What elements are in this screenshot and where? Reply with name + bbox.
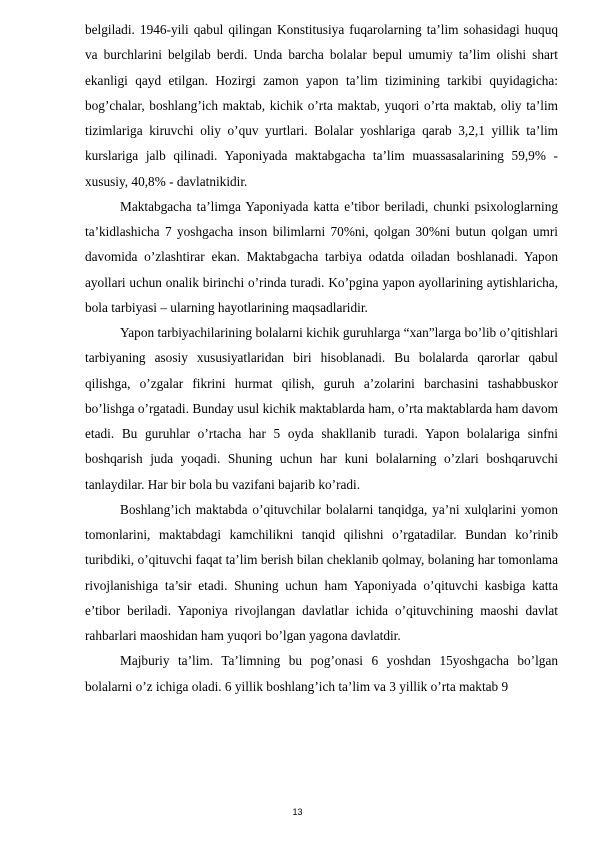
paragraph-han-groups: Yapon tarbiyachilarining bolalarni kichik guruhlarga “xan”larga bo’lib o’qitishlari tarbiyaning asosiy xususiyatlaridan biri hisoblanadi. Bu bolalarda qarorlar qabul qilishga, o’zgalar fikrini hurmat qilish, guruh a’zolarini barchasini tashabbuskor bo’lishga o’rgatadi. Bunday usul kichik maktablarda ham, o’rta maktablarda ham davom etadi. Bu guruhlar o’rtacha har 5 oyda shakllanib turadi. Yapon bolalariga sinfni boshqarish juda yoqadi. Shuning uchun har kuni bolalarning o’zlari boshqaruvchi tanlaydilar. Har bir bola bu vazifani bajarib ko’radi.: [85, 325, 558, 492]
paragraph-primary-school: Boshlang’ich maktabda o’qituvchilar bolalarni tanqidga, ya’ni xulqlarini yomon tomonlarini, maktabdagi kamchilikni tanqid qilishni o’rgatadilar. Bundan ko’rinib turibdiki, o’qituvchi faqat ta’lim berish bilan cheklanib qolmay, bolaning har tomonlama rivojlanishiga ta’sir etadi. Shuning uchun ham Yaponiyada o’qituvchi kasbiga katta e’tibor beriladi. Yaponiya rivojlangan davlatlar ichida o’qituvchining maoshi davlat rahbarlari maoshidan ham yuqori bo’lgan yagona davlatdir.: [85, 501, 558, 643]
page-number: 13: [292, 807, 303, 817]
paragraph-preschool: Maktabgacha ta’limga Yaponiyada katta e’tibor beriladi, chunki psixologlarning ta’kidlashicha 7 yoshgacha inson bilimlarni 70%ni, qolgan 30%ni butun qolgan umri davomida o’zlashtirar ekan. Maktabgacha tarbiya odatda oiladan boshlanadi. Yapon ayollari uchun onalik birinchi o’rinda turadi. Ko’pgina yapon ayollarining aytishlaricha, bola tarbiyasi – ularning hayotlarining maqsadlaridir.: [85, 198, 558, 315]
paragraph-constitution: belgiladi. 1946-yili qabul qilingan Konstitusiya fuqarolarning ta’lim sohasidagi huquq va burchlarini belgilab berdi. Unda barcha bolalar bepul umumiy ta’lim olishi shart ekanligi qayd etilgan. Hozirgi zamon yapon ta’lim tizimining tarkibi quyidagicha: bog’chalar, boshlang’ich maktab, kichik o’rta maktab, yuqori o’rta maktab, oliy ta’lim tizimlariga kiruvchi oliy o’quv yurtlari. Bolalar yoshlariga qarab 3,2,1 yillik ta’lim kurslariga jalb qilinadi. Yaponiyada maktabgacha ta’lim muassasalarining 59,9% - xususiy, 40,8% - davlatnikidir.: [85, 22, 558, 189]
document-page: [85, 17, 558, 699]
paragraph-compulsory-education: Majburiy ta’lim. Ta’limning bu pog’onasi 6 yoshdan 15yoshgacha bo’lgan bolalarni o’z ichiga oladi. 6 yillik boshlang’ich ta’lim va 3 yillik o’rta maktab 9: [85, 653, 558, 694]
